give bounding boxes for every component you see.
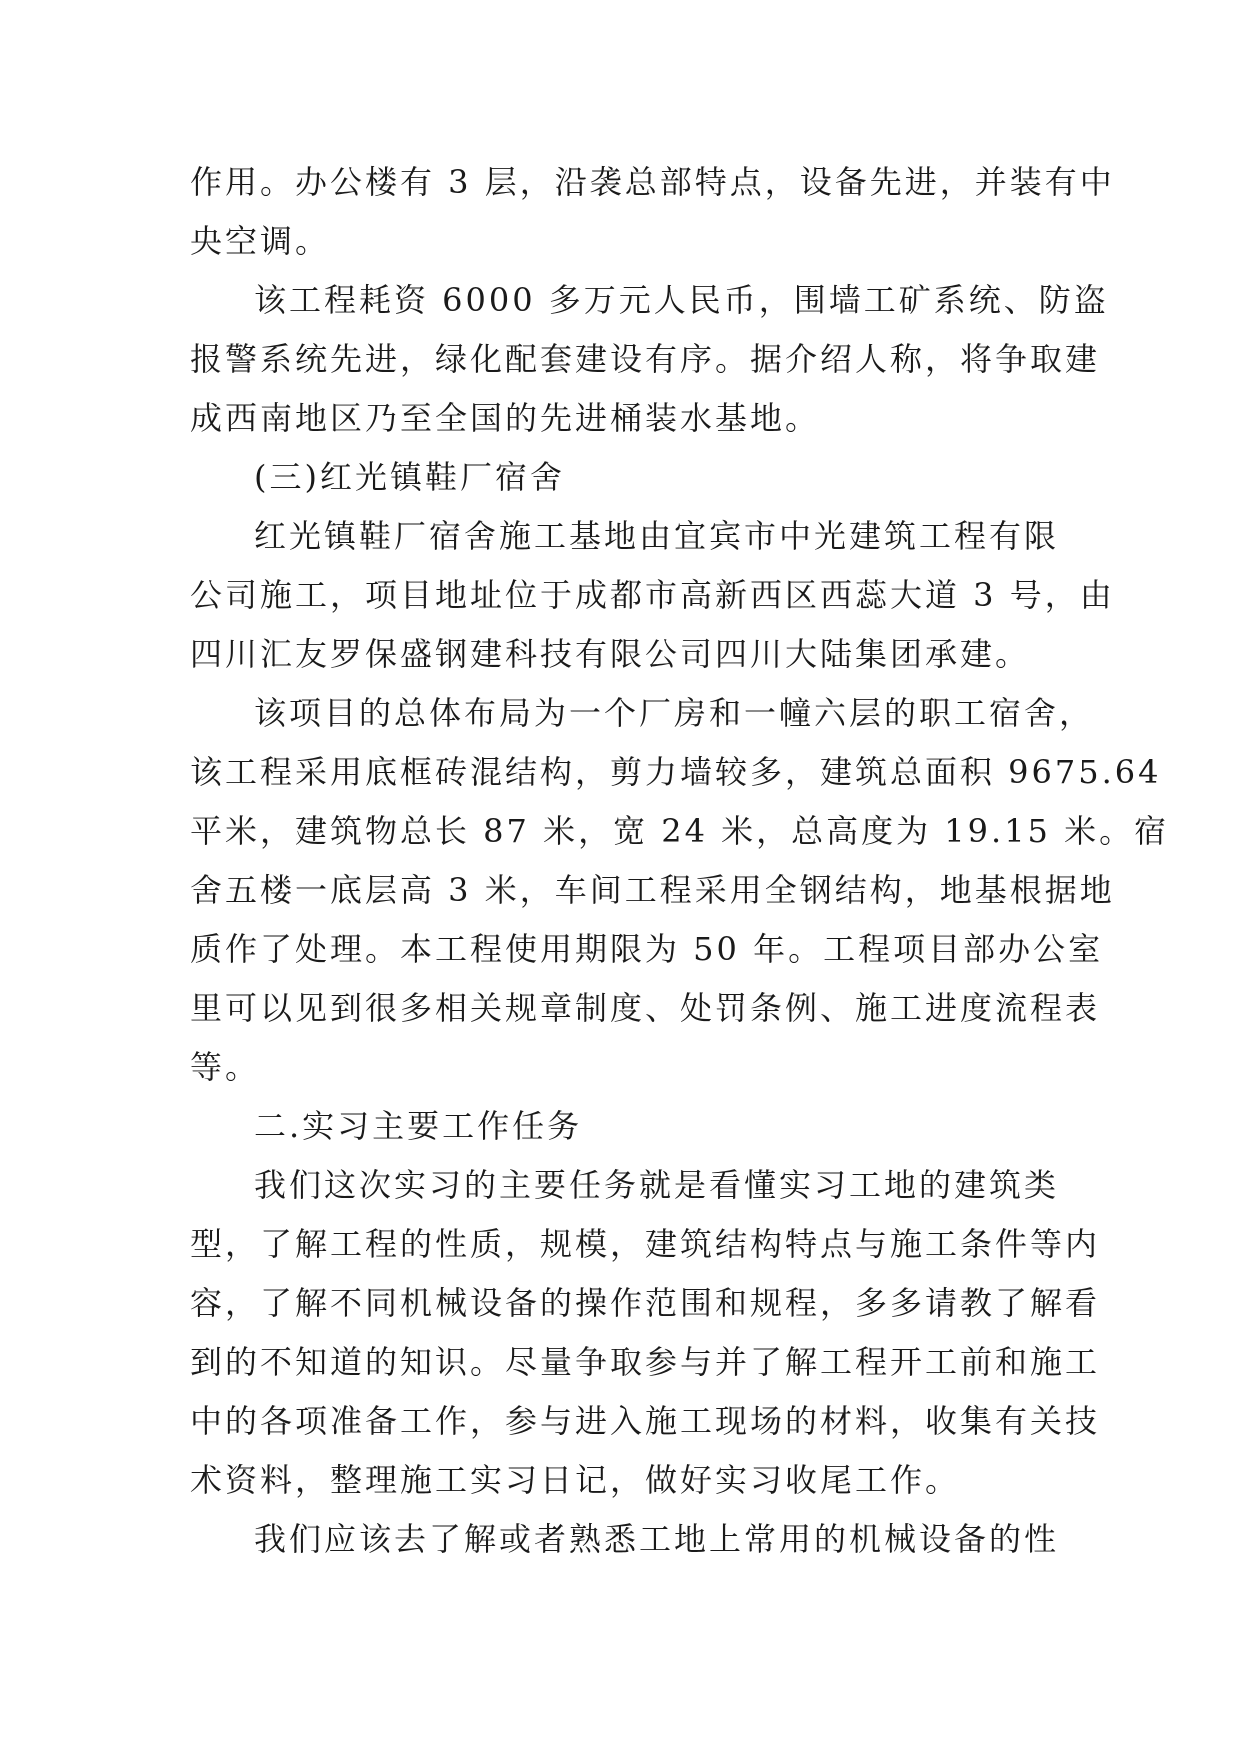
text-line: 容，了解不同机械设备的操作范围和规程，多多请教了解看 <box>190 1284 1101 1322</box>
paragraph-start-line: 该项目的总体布局为一个厂房和一幢六层的职工宿舍， <box>254 694 1095 732</box>
paragraph-start-line: 我们这次实习的主要任务就是看懂实习工地的建筑类 <box>254 1166 1060 1204</box>
section-heading: 二.实习主要工作任务 <box>254 1107 583 1145</box>
text-line: 央空调。 <box>190 222 331 260</box>
text-line: 中的各项准备工作，参与进入施工现场的材料，收集有关技 <box>190 1402 1101 1440</box>
text-line: 质作了处理。本工程使用期限为 50 年。工程项目部办公室 <box>190 930 1104 968</box>
paragraph-start-line: 我们应该去了解或者熟悉工地上常用的机械设备的性 <box>254 1520 1060 1558</box>
paragraph-start-line: 该工程耗资 6000 多万元人民币，围墙工矿系统、防盗 <box>254 281 1109 319</box>
document-body <box>190 153 1170 1569</box>
text-line: 舍五楼一底层高 3 米，车间工程采用全钢结构，地基根据地 <box>190 871 1115 909</box>
text-line: 公司施工，项目地址位于成都市高新西区西蕊大道 3 号，由 <box>190 576 1115 614</box>
text-line: 该工程采用底框砖混结构，剪力墙较多，建筑总面积 9675.64 <box>190 753 1162 791</box>
text-line: 等。 <box>190 1048 261 1086</box>
text-line: 成西南地区乃至全国的先进桶装水基地。 <box>190 399 821 437</box>
text-line: 报警系统先进，绿化配套建设有序。据介绍人称，将争取建 <box>190 340 1101 378</box>
text-line: 作用。办公楼有 3 层，沿袭总部特点，设备先进，并装有中 <box>190 163 1115 201</box>
text-line: 里可以见到很多相关规章制度、处罚条例、施工进度流程表 <box>190 989 1101 1027</box>
text-line: 到的不知道的知识。尽量争取参与并了解工程开工前和施工 <box>190 1343 1101 1381</box>
text-line: 型，了解工程的性质，规模，建筑结构特点与施工条件等内 <box>190 1225 1101 1263</box>
paragraph-start-line: 红光镇鞋厂宿舍施工基地由宜宾市中光建筑工程有限 <box>254 517 1060 555</box>
text-line: 术资料，整理施工实习日记，做好实习收尾工作。 <box>190 1461 961 1499</box>
text-line: 四川汇友罗保盛钢建科技有限公司四川大陆集团承建。 <box>190 635 1031 673</box>
section-heading: (三)红光镇鞋厂宿舍 <box>254 458 565 496</box>
text-line: 平米，建筑物总长 87 米，宽 24 米，总高度为 19.15 米。宿 <box>190 812 1170 850</box>
